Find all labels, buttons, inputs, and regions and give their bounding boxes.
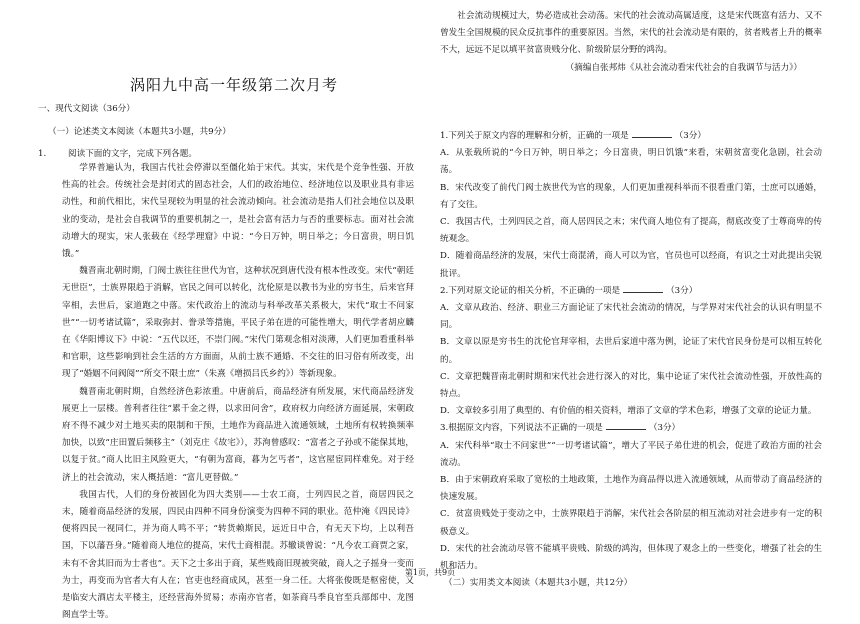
exam-title: 涡阳九中高一年级第二次月考 (130, 76, 339, 94)
question-3 (440, 420, 822, 575)
answer-blank[interactable] (623, 283, 663, 293)
question-2 (440, 283, 822, 421)
instruction-number: 1. (38, 149, 47, 159)
option-c: C．我国古代，士列四民之首，商人居四民之末；宋代商人地位有了提高，彻底改变了士尊商卑的传统观念。 (440, 217, 822, 245)
option-c: C．贫富贵贱处于变动之中，士族界限趋于消解，宋代社会各阶层的相互流动对社会进步有一定的积极意义。 (440, 509, 822, 537)
option-d: D．宋代的社会流动尽管不能填平贵贱、阶级的鸿沟，但体现了观念上的一些变化，增强了社会的生机和活力。 (440, 543, 822, 572)
passage-paragraph-4: 我国古代，人们的身份被固化为四大类别——士农工商，士列四民之首，商居四民之末，随着商品经济的发展，四民由四种不同身份演变为四种不同的职业。范仲淹《四民诗》便将四民一视同仁，并为商人鸣不平；“转货赖斯民，远近日中合，有无天下均，上以利吾国，下以藩吾身。”随着商人地位的提高，宋代士商相混。苏辙谈曾说：“凡今农工商贾之家，未有不舍其旧而为士者也”。天下之士多出于商，某些贱商旧现被突破，商人之子摇身一变而为士，再变而为官者大有人在；官吏也经商成风，甚至一身二任。大将张俊既是枢密使，又是临安大酒店太平楼主，还经营海外贸易；赤南亦官者，如茶商马季良官至兵部郎中、龙图阁直学士等。 (62, 489, 414, 621)
section-heading: 一、现代文阅读（36分） (38, 104, 135, 114)
option-a: A．宋代科举“取士不问家世”“一切考诸试篇”，增大了平民子弟仕进的机会，促进了政治方面的社会流动。 (440, 440, 822, 468)
question-stem (440, 283, 822, 300)
answer-blank[interactable] (632, 128, 672, 138)
passage-source: （摘编自张邦炜《从社会流动看宋代社会的自我调节与活力》） (565, 62, 802, 73)
question-1 (440, 128, 822, 283)
passage-paragraph-3: 魏晋南北朝时期，自然经济色彩浓重。中唐前后，商品经济有所发展，宋代商品经济发展更上一层楼。普利者往往“累千金之得，以求田问舍”，政府权力向经济方面延展，宋朝政府不得不减少对土地买卖的限制和干预，土地作为商品进入流通领域，土地所有权转换频率加快，以致“庄田置后频移主”（刘克庄《故宅》），苏洵曾感叹：“富者之子孙或不能保其地，以复于贫。”商人比旧主风险更大，“有朝为富商，暮为乞丐者”，这官屋宦同样难免。对于经济上的社会流动，宋人概括道：“富儿更替做。” (62, 386, 414, 483)
option-b: B．文章以原是穷书生的沈伦官拜宰相，去世后家道中落为例，论证了宋代官民身份是可以相互转化的。 (440, 337, 822, 365)
question-stem-text: 3.根据原文内容，下列说法不正确的一项是 (440, 423, 603, 434)
passage (62, 160, 414, 624)
option-d: D．随着商品经济的发展，宋代士商混淆，商人可以为官，官员也可以经商，有识之士对此提出尖锐批评。 (440, 251, 822, 279)
passage-paragraph-5: 社会流动规模过大，势必造成社会动荡。宋代的社会流动高属适度，这是宋代既富有活力、又不曾发生全国规模的民众反抗事件的重要原因。当然，宋代的社会流动是有限的，贫者贱者上升的概率不大，远远不足以填平贫富贵贱分化、阶级阶层分野的鸿沟。 (440, 11, 822, 56)
option-b: B．宋代改变了前代门阀士族世代为官的现象，人们更加重视科举而不很看重门第，士庶可以通婚，有了交往。 (440, 182, 822, 210)
question-stem (440, 420, 822, 437)
subsection-heading-2: （二）实用类文本阅读（本题共3小题，共12分） (444, 578, 633, 589)
option-a: A．从张载所说的“今日万钟，明日举之；今日富贵，明日饥饿”来看，宋朝贫富变化急剧，社会动荡。 (440, 148, 822, 176)
question-score: （3分） (666, 285, 698, 296)
subsection-heading: （一）论述类文本阅读（本题共3小题，共9分） (48, 127, 231, 137)
passage-ending (440, 8, 822, 77)
question-stem-text: 2.下列对原文论证的相关分析，不正确的一项是 (440, 285, 621, 296)
questions (440, 128, 822, 592)
question-stem (440, 128, 822, 145)
question-score: （3分） (648, 423, 681, 434)
instruction-text: 阅读下面的文字，完成下列各题。 (68, 149, 197, 159)
passage-paragraph-1: 学界普遍认为，我国古代社会停滞以至僵化始于宋代。其实，宋代是个竞争性强、开放性高的社会。传统社会是封闭式的固态社会，人们的政治地位、经济地位以及职业具有非运动性，和前代相比，宋代呈现较为明显的社会流动倾向。社会流动是指人们社会地位以及职业的变动，是社会自我调节的重要机制之一，是社会富有活力与否的重要标志。面对社会流动增大的现实，宋人张载在《经学理窟》中说：“今日万钟，明日举之；今日富贵，明日饥饿。” (62, 163, 414, 260)
option-b: B．由于宋朝政府采取了宽松的土地政策，土地作为商品得以进入流通领域，从而带动了商品经济的快速发展。 (440, 475, 822, 503)
passage-paragraph-2: 魏晋南北朝时期，门阀士族往往世代为官，这种状况到唐代没有根本性改变。宋代“朝廷无世臣”，士族界限趋于消解，官民之间可以转化，沈伦原是以教书为业的穷书生，后来官拜宰相，去世后，家道跑之中落。宋代政治上的流动与科举改革关系极大，宋代“取士不问家世”“一切考诸试篇”，采取弥封、誊录等措施，平民子弟在进的可能性增大，明代学者胡应麟在《华阳博议下》中说：“五代以还，不崇门阀。”宋代门第观念相对淡薄，人们更加看重科举和官职，这些影响到社会生活的方方面面，从前士族不通婚、不交往的旧习俗有所改变，出现了“婚姻不问阀阅”“所交不限士庶”（朱熹《增损吕氏乡约》）等新现象。 (62, 266, 414, 380)
page-footer: 第1页，共9页 (404, 568, 456, 577)
option-d: D．文章较多引用了典型的、有价值的相关资料，增添了文章的学术色彩，增强了文章的论证力量。 (440, 406, 817, 417)
question-score: （3分） (674, 131, 706, 141)
answer-blank[interactable] (606, 420, 646, 430)
option-c: C．文章把魏晋南北朝时期和宋代社会进行深入的对比，集中论证了宋代社会流动性强，开放性高的特点。 (440, 371, 822, 400)
question-stem-text: 1.下列关于原文内容的理解和分析，正确的一项是 (440, 131, 629, 141)
option-a: A．文章从政治、经济、职业三方面论证了宋代社会流动的情况，与学界对宋代社会的认识有明显不同。 (440, 303, 822, 331)
